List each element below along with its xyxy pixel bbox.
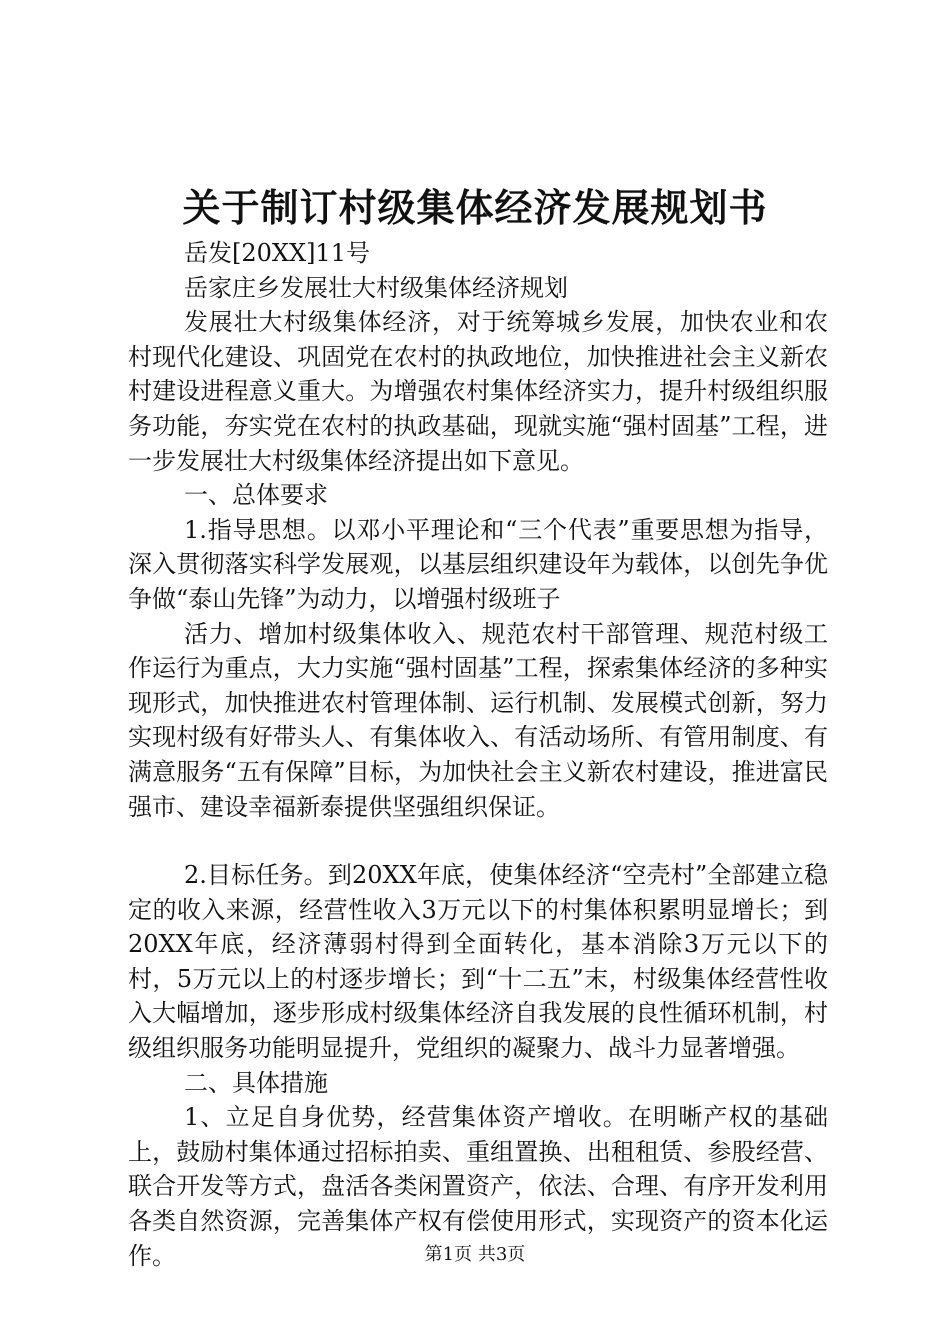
guiding-ideology-paragraph: 1.指导思想。以邓小平理论和“三个代表”重要思想为指导，深入贯彻落实科学发展观，以基层组织建设年为载体，以创先争优争做“泰山先锋”为动力，以增强村级班子	[128, 515, 828, 613]
intro-paragraph: 发展壮大村级集体经济，对于统筹城乡发展，加快农业和农村现代化建设、巩固党在农村的执政地位，加快推进社会主义新农村建设进程意义重大。为增强农村集体经济实力，提升村级组织服务功能，夯实党在农村的执政基础，现就实施“强村固基”工程，进一步发展壮大村级集体经济提出如下意见。	[128, 308, 828, 475]
document-number: 岳发[20XX]11号	[184, 239, 370, 267]
measure-one-paragraph: 1、立足自身优势，经营集体资产增收。在明晰产权的基础上，鼓励村集体通过招标拍卖、重组置换、出租租赁、参股经营、联合开发等方式，盘活各类闲置资产，依法、合理、有序开发利用各类自然资源，完善集体产权有偿使用形式，实现资产的资本化运作。	[128, 1103, 828, 1270]
page-footer: 第1页 共3页	[424, 1244, 526, 1265]
document-title: 关于制订村级集体经济发展规划书	[182, 185, 768, 230]
target-tasks-paragraph: 2.目标任务。到20XX年底，使集体经济“空壳村”全部建立稳定的收入来源，经营性收入3万元以下的村集体积累明显增长；到20XX年底，经济薄弱村得到全面转化，基本消除3万元以下的村，5万元以上的村逐步增长；到“十二五”末，村级集体经营性收入大幅增加，逐步形成村级集体经济自我发展的良性循环机制，村级组织服务功能明显提升，党组织的凝聚力、战斗力显著增强。	[128, 861, 828, 1063]
section-heading-specific-measures: 二、具体措施	[184, 1068, 328, 1097]
guiding-ideology-continued-paragraph: 活力、增加村级集体收入、规范农村干部管理、规范村级工作运行为重点，大力实施“强村固基”工程，探索集体经济的多种实现形式，加快推进农村管理体制、运行机制、发展模式创新，努力实现村级有好带头人、有集体收入、有活动场所、有管用制度、有满意服务“五有保障”目标，为加快社会主义新农村建设，推进富民强市、建设幸福新泰提供坚强组织保证。	[128, 619, 828, 821]
section-heading-general-requirements: 一、总体要求	[184, 481, 328, 510]
plan-subtitle: 岳家庄乡发展壮大村级集体经济规划	[184, 273, 568, 302]
document-body	[128, 236, 828, 1273]
